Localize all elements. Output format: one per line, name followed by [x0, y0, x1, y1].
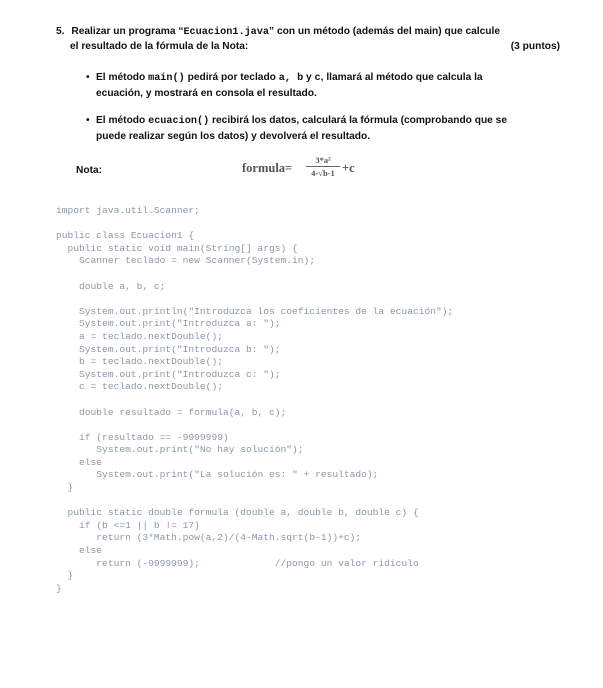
bullet-text: pedirá por teclado: [184, 72, 279, 83]
code-listing: [56, 205, 453, 595]
code-line: [56, 495, 453, 508]
formula-lhs: formula=: [242, 161, 293, 175]
code-line: double a, b, c;: [56, 280, 166, 292]
nota-label: Nota:: [76, 165, 103, 176]
formula-tail: +c: [342, 161, 355, 175]
fraction-bar: [306, 166, 340, 167]
code-line: return (-9999999); //pongo un valor ridiculo: [56, 557, 419, 569]
code-ecuacion: ecuacion(): [148, 116, 210, 127]
question-filename: Ecuacion1.java: [183, 27, 270, 38]
code-line: System.out.print("Introduzca c: ");: [56, 368, 281, 380]
question-text-start: Realizar un programa “: [71, 26, 184, 37]
bullet-ecuacion-method: [86, 113, 560, 144]
code-line: [56, 218, 453, 231]
formula-denominator: 4-√b-1: [311, 168, 335, 178]
code-line: public static double formula (double a, double b, double c) {: [56, 507, 419, 519]
code-line: return (3*Math.pow(a,2)/(4-Math.sqrt(b-1))+c);: [56, 532, 362, 544]
bullet-dot: •: [86, 115, 90, 126]
bullet-text: El método: [96, 72, 149, 83]
code-line: public class Ecuacion1 {: [56, 230, 195, 242]
code-c: c: [314, 73, 321, 84]
bullet-main-method: [86, 70, 560, 101]
formula-numerator: 3*a²: [315, 155, 331, 165]
code-line: c = teclado.nextDouble();: [56, 381, 223, 393]
code-line: System.out.print("No hay solución");: [56, 444, 304, 456]
code-line: double resultado = formula(a, b, c);: [56, 406, 287, 418]
code-line: if (b <=1 || b != 17): [56, 519, 200, 531]
code-line: }: [56, 582, 62, 594]
bullet-dot: •: [86, 72, 90, 83]
question-line-2: [70, 40, 560, 54]
question-text-end: ” con un método (además del main) que calcule: [269, 26, 500, 37]
question-line-1: [56, 25, 560, 40]
formula-fraction: [306, 155, 340, 178]
code-line: else: [56, 456, 103, 468]
bullet-text: y: [303, 72, 315, 83]
code-line: public static void main(String[] args) {: [56, 242, 298, 254]
code-line: [56, 268, 453, 281]
code-line: System.out.print("Introduzca b: ");: [56, 343, 281, 355]
code-line: [56, 419, 453, 432]
bullet-text: recibirá los datos, calculará la fórmula (comprobando que se: [209, 115, 508, 126]
code-main: main(): [148, 73, 185, 84]
code-line: System.out.println("Introduzca los coeficientes de la ecuación");: [56, 305, 454, 317]
code-line: System.out.print("La solución es: " + resultado);: [56, 469, 379, 481]
code-line: System.out.print("Introduzca a: ");: [56, 318, 281, 330]
code-line: a = teclado.nextDouble();: [56, 330, 223, 342]
bullet-text: El método: [96, 115, 149, 126]
question-text-line2: el resultado de la fórmula de la Nota:: [70, 41, 249, 52]
code-line: if (resultado == -9999999): [56, 431, 229, 443]
bullet-line2: puede realizar según los datos) y devolverá el resultado.: [96, 131, 371, 142]
bullet-text: , llamará al método que calcula la: [320, 72, 483, 83]
code-line: [56, 293, 453, 306]
code-line: import java.util.Scanner;: [56, 205, 200, 216]
question-points: (3 puntos): [510, 41, 560, 52]
question-number: 5.: [56, 26, 65, 37]
code-line: [56, 394, 453, 407]
code-line: }: [56, 482, 74, 494]
code-line: }: [56, 570, 74, 582]
bullet-line2: ecuación, y mostrará en consola el resultado.: [96, 88, 317, 99]
code-line: b = teclado.nextDouble();: [56, 356, 223, 368]
code-line: else: [56, 545, 103, 557]
code-line: Scanner teclado = new Scanner(System.in);: [56, 255, 316, 267]
code-ab: a, b: [278, 73, 304, 84]
